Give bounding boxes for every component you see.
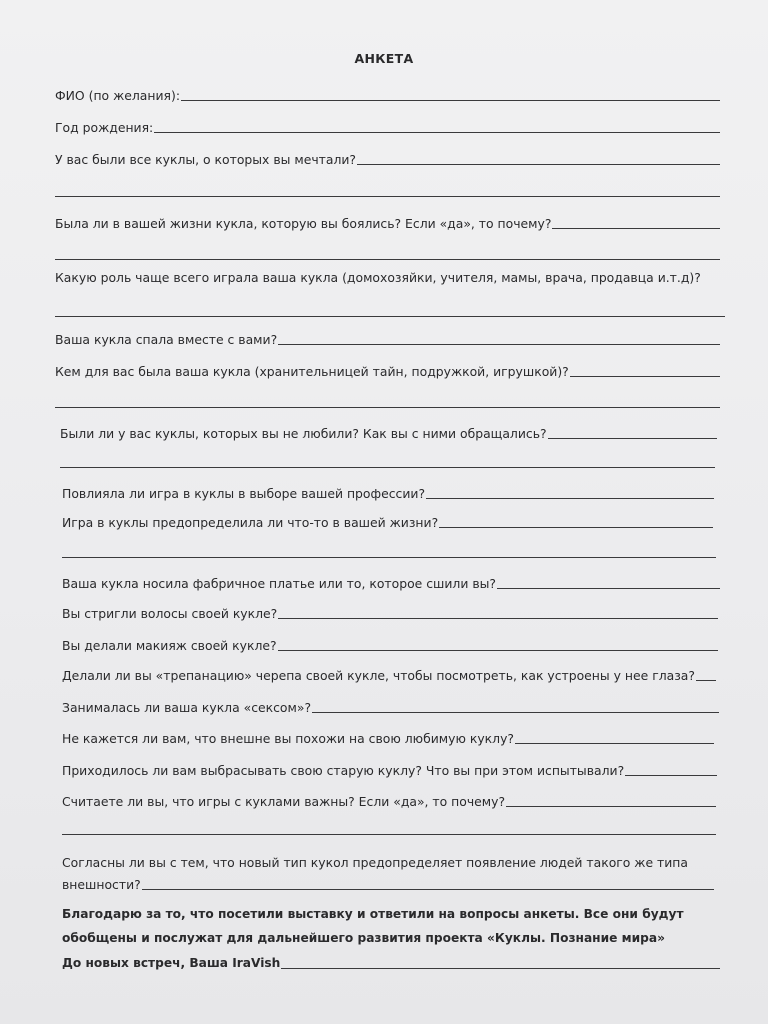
answer-line[interactable]: [154, 131, 720, 133]
answer-line[interactable]: [357, 163, 720, 165]
question-row: [55, 270, 720, 285]
question-label: Ваша кукла спала вместе с вами?: [55, 332, 278, 347]
answer-line[interactable]: [548, 437, 717, 439]
question-row: [62, 638, 718, 653]
question-label: У вас были все куклы, о которых вы мечтали?: [55, 152, 357, 167]
answer-line[interactable]: [62, 834, 716, 835]
question-label: Согласны ли вы с тем, что новый тип кукол предопределяет появление людей такого же типа: [62, 855, 688, 870]
question-label: Какую роль чаще всего играла ваша кукла (домохозяйки, учителя, мамы, врача, продавца и.т.д)?: [55, 270, 701, 285]
question-row: [62, 700, 719, 715]
answer-line[interactable]: [55, 316, 725, 317]
question-row: [55, 152, 720, 167]
answer-line[interactable]: [142, 888, 714, 890]
signature-line: [281, 967, 720, 969]
question-row: [60, 426, 717, 441]
question-label: Вы делали макияж своей кукле?: [62, 638, 277, 653]
answer-line[interactable]: [55, 259, 720, 260]
question-label: Кем для вас была ваша кукла (хранительницей тайн, подружкой, игрушкой)?: [55, 364, 569, 379]
question-row: [55, 364, 720, 379]
answer-line[interactable]: [55, 407, 720, 408]
answer-line[interactable]: [426, 497, 714, 499]
answer-line[interactable]: [570, 375, 720, 377]
question-row: [62, 877, 714, 892]
question-row: [55, 216, 720, 231]
question-row: [62, 515, 713, 530]
question-row: [62, 731, 714, 746]
question-label: Приходилось ли вам выбрасывать свою старую куклу? Что вы при этом испытывали?: [62, 763, 625, 778]
answer-line[interactable]: [278, 343, 720, 345]
answer-line[interactable]: [278, 617, 718, 619]
answer-line[interactable]: [497, 587, 720, 589]
question-label: Была ли в вашей жизни кукла, которую вы боялись? Если «да», то почему?: [55, 216, 552, 231]
answer-line[interactable]: [515, 742, 714, 744]
question-label: Год рождения:: [55, 120, 154, 135]
question-row: [62, 576, 720, 591]
question-row: [55, 120, 720, 135]
question-label: Считаете ли вы, что игры с куклами важны? Если «да», то почему?: [62, 794, 506, 809]
question-label: Игра в куклы предопределила ли что-то в вашей жизни?: [62, 515, 439, 530]
question-row: [62, 606, 718, 621]
question-label: Были ли у вас куклы, которых вы не любили? Как вы с ними обращались?: [60, 426, 547, 441]
question-row: [55, 88, 720, 103]
question-label: Ваша кукла носила фабричное платье или то, которое сшили вы?: [62, 576, 497, 591]
question-label: внешности?: [62, 877, 141, 892]
answer-line[interactable]: [506, 805, 716, 807]
answer-line[interactable]: [625, 774, 717, 776]
answer-line[interactable]: [552, 227, 720, 229]
question-label: Делали ли вы «трепанацию» черепа своей кукле, чтобы посмотреть, как устроены у нее глаза?: [62, 668, 695, 683]
answer-line[interactable]: [696, 679, 716, 681]
question-row: [55, 332, 720, 347]
question-row: [62, 763, 717, 778]
question-label: ФИО (по желания):: [55, 88, 180, 103]
question-label: Повлияла ли игра в куклы в выборе вашей профессии?: [62, 486, 426, 501]
answer-line[interactable]: [62, 557, 716, 558]
answer-line[interactable]: [181, 99, 720, 101]
question-row: [62, 794, 716, 809]
answer-line[interactable]: [278, 649, 718, 651]
answer-line[interactable]: [312, 711, 719, 713]
question-row: [62, 855, 722, 870]
page-title: АНКЕТА: [354, 51, 414, 66]
question-label: Не кажется ли вам, что внешне вы похожи на свою любимую куклу?: [62, 731, 514, 746]
question-row: [62, 668, 716, 683]
closing-thanks: Благодарю за то, что посетили выставку и ответили на вопросы анкеты. Все они будут обобщены и послужат для дальнейшего развития проекта «Куклы. Познание мира»: [62, 907, 684, 945]
question-label: Занималась ли ваша кукла «сексом»?: [62, 700, 312, 715]
answer-line[interactable]: [439, 526, 713, 528]
question-row: [62, 486, 714, 501]
answer-line[interactable]: [60, 467, 715, 468]
answer-line[interactable]: [55, 196, 720, 197]
signature-row: [62, 956, 720, 971]
question-label: Вы стригли волосы своей кукле?: [62, 606, 278, 621]
signature-text: До новых встреч, Ваша IraVish: [62, 956, 281, 970]
